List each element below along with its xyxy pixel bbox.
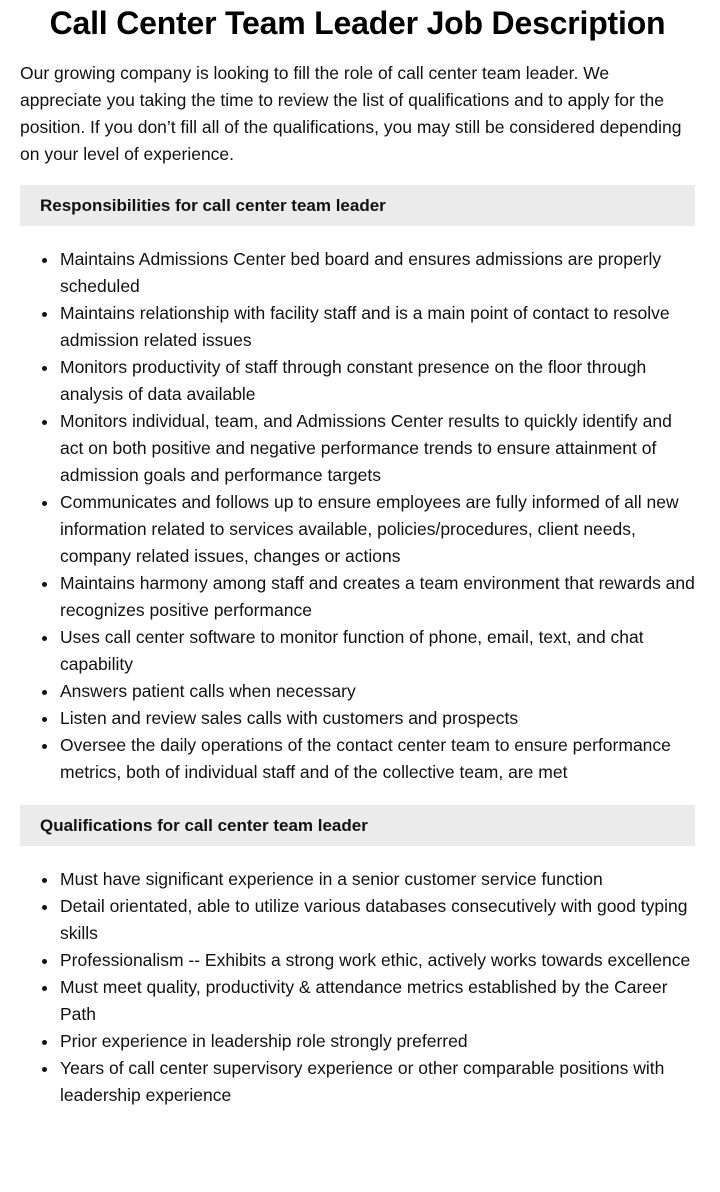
bullet-icon <box>42 717 47 722</box>
list-item-text: Listen and review sales calls with customers and prospects <box>60 708 519 728</box>
list-item <box>20 489 695 570</box>
list-item-text: Maintains Admissions Center bed board and ensures admissions are properly scheduled <box>60 249 662 296</box>
list-item <box>20 893 695 947</box>
bullet-icon <box>42 744 47 749</box>
responsibilities-header: Responsibilities for call center team leader <box>20 185 695 226</box>
qualifications-list <box>20 866 695 1109</box>
responsibilities-list <box>20 246 695 786</box>
page-title: Call Center Team Leader Job Description <box>49 5 666 41</box>
list-item-text: Communicates and follows up to ensure employees are fully informed of all new information related to services available, policies/procedures, client needs, company related issues, changes or actions <box>60 492 679 566</box>
intro-paragraph: Our growing company is looking to fill the role of call center team leader. We appreciate you taking the time to review the list of qualifications and to apply for the position. If you don’t fill all of the qualifications, you may still be considered depending on your level of experience. <box>20 63 682 164</box>
list-item <box>20 732 695 786</box>
bullet-icon <box>42 312 47 317</box>
list-item <box>20 354 695 408</box>
bullet-icon <box>42 636 47 641</box>
list-item <box>20 678 695 705</box>
list-item <box>20 408 695 489</box>
bullet-icon <box>42 258 47 263</box>
bullet-icon <box>42 690 47 695</box>
bullet-icon <box>42 1040 47 1045</box>
list-item <box>20 974 695 1028</box>
list-item <box>20 1028 695 1055</box>
bullet-icon <box>42 420 47 425</box>
list-item <box>20 1055 695 1109</box>
bullet-icon <box>42 905 47 910</box>
list-item-text: Must have significant experience in a senior customer service function <box>60 869 603 889</box>
bullet-icon <box>42 959 47 964</box>
list-item <box>20 624 695 678</box>
list-item-text: Answers patient calls when necessary <box>60 681 356 701</box>
bullet-icon <box>42 501 47 506</box>
list-item-text: Must meet quality, productivity & attendance metrics established by the Career Path <box>60 977 668 1024</box>
list-item-text: Uses call center software to monitor function of phone, email, text, and chat capability <box>60 627 644 674</box>
list-item <box>20 705 695 732</box>
list-item-text: Years of call center supervisory experience or other comparable positions with leadership experience <box>60 1058 665 1105</box>
list-item-text: Detail orientated, able to utilize various databases consecutively with good typing skills <box>60 896 688 943</box>
list-item-text: Prior experience in leadership role strongly preferred <box>60 1031 468 1051</box>
list-item-text: Oversee the daily operations of the contact center team to ensure performance metrics, both of individual staff and of the collective team, are met <box>60 735 671 782</box>
qualifications-header: Qualifications for call center team leader <box>20 805 695 846</box>
list-item <box>20 246 695 300</box>
bullet-icon <box>42 1067 47 1072</box>
list-item <box>20 300 695 354</box>
list-item-text: Monitors individual, team, and Admissions Center results to quickly identify and act on both positive and negative performance trends to ensure attainment of admission goals and performance targets <box>60 411 672 485</box>
list-item <box>20 570 695 624</box>
list-item-text: Professionalism -- Exhibits a strong work ethic, actively works towards excellence <box>60 950 691 970</box>
bullet-icon <box>42 582 47 587</box>
list-item <box>20 866 695 893</box>
list-item <box>20 947 695 974</box>
bullet-icon <box>42 366 47 371</box>
bullet-icon <box>42 878 47 883</box>
bullet-icon <box>42 986 47 991</box>
list-item-text: Maintains harmony among staff and creates a team environment that rewards and recognizes positive performance <box>60 573 695 620</box>
list-item-text: Monitors productivity of staff through constant presence on the floor through analysis of data available <box>60 357 647 404</box>
list-item-text: Maintains relationship with facility staff and is a main point of contact to resolve admission related issues <box>60 303 670 350</box>
